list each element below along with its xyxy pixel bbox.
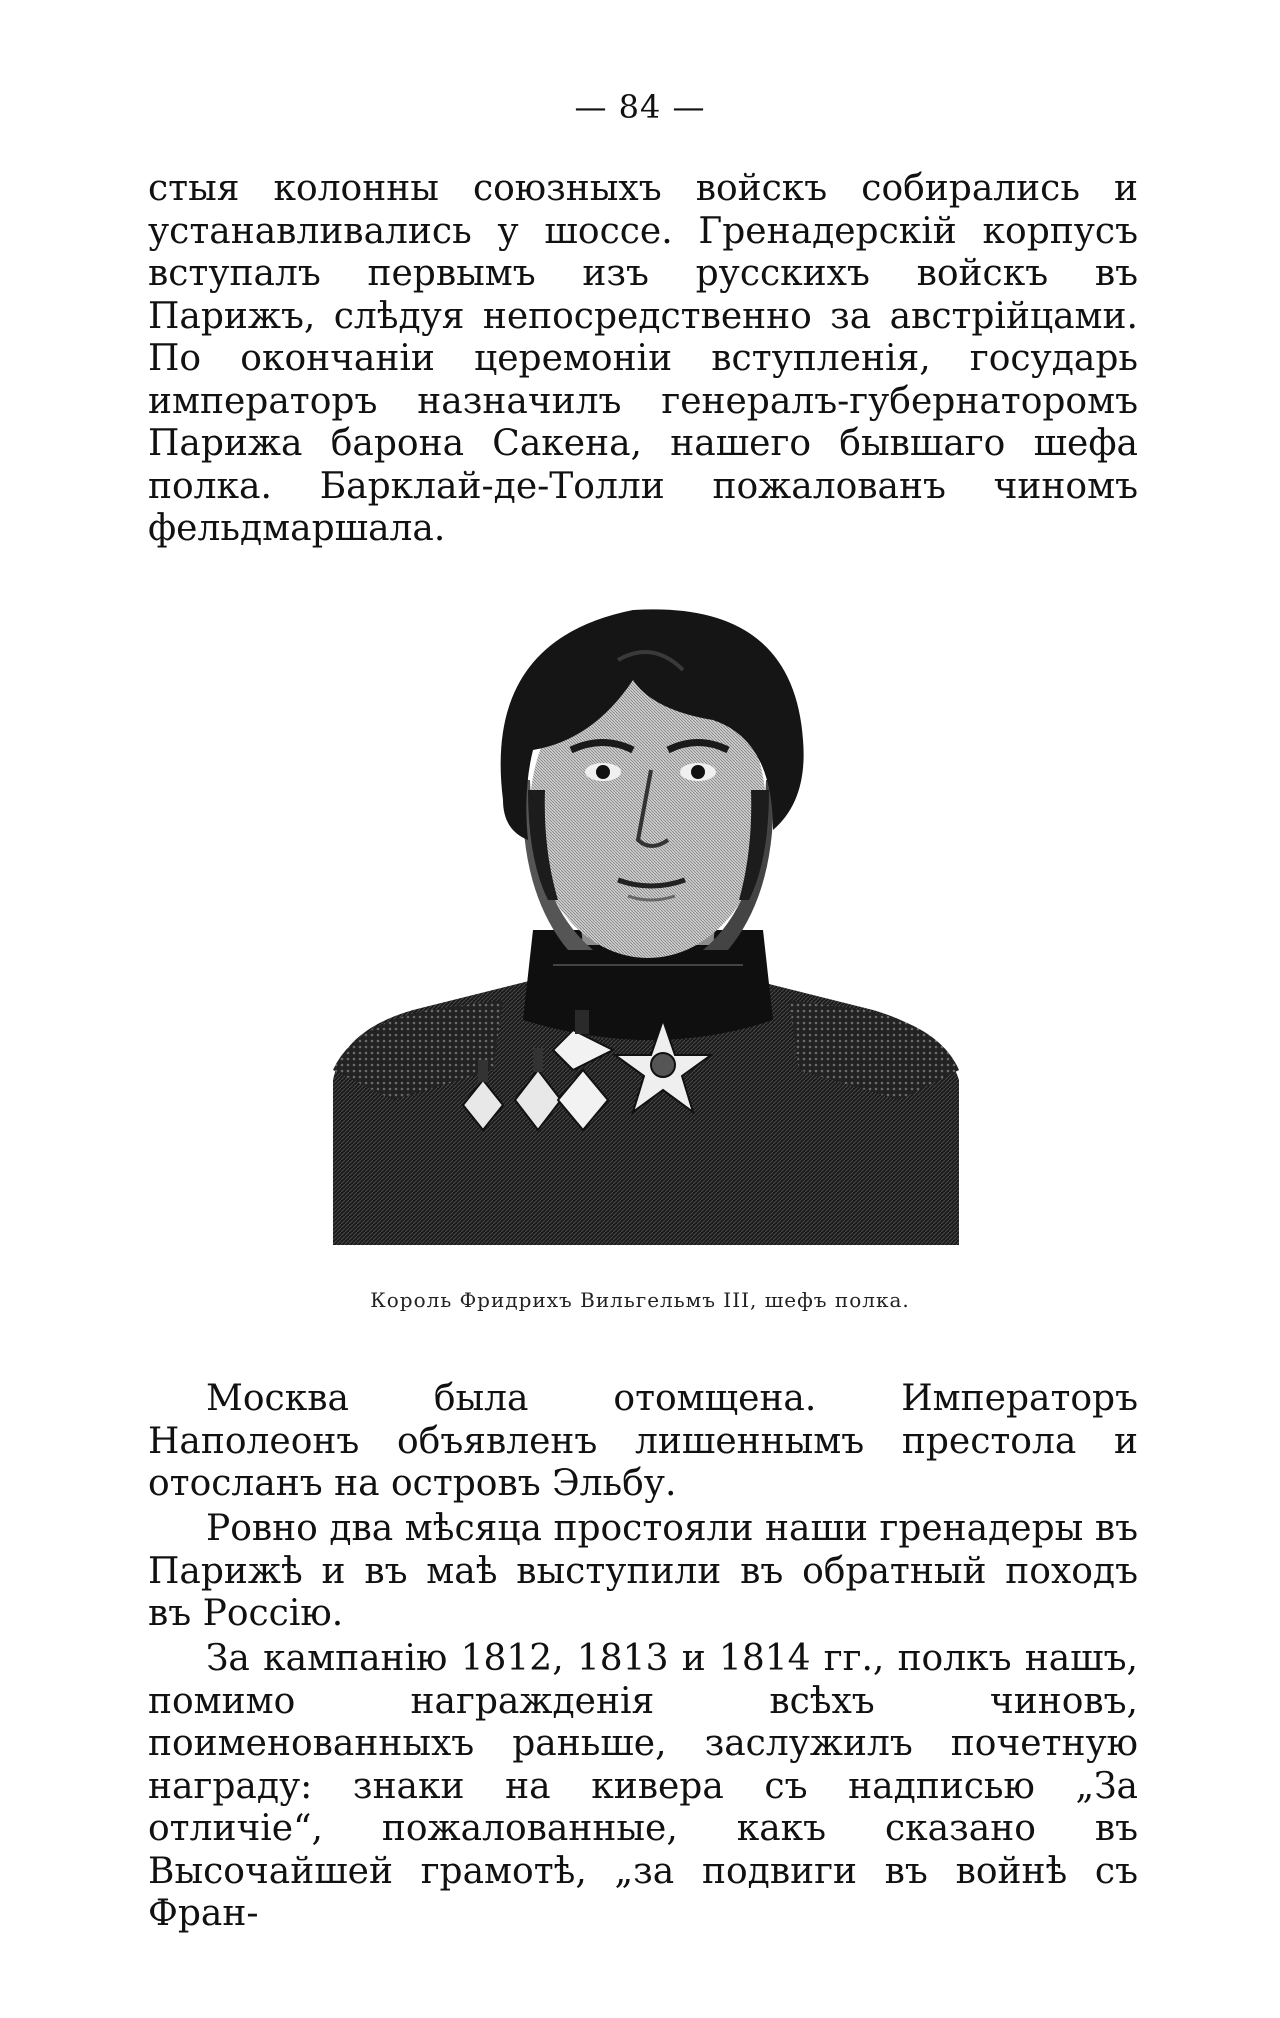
portrait-engraving (333, 600, 959, 1245)
paragraph-4: За кампанію 1812, 1813 и 1814 гг., полкъ нашъ, помимо награжденія всѣхъ чиновъ, поименованныхъ раньше, заслужилъ почетную награду: знаки на кивера съ надписью „За отличіе“, пожалованные, какъ сказано въ Высочайшей грамотѣ, „за подвиги въ войнѣ съ Фран- (148, 1638, 1138, 1934)
paragraph-3: Ровно два мѣсяца простояли наши гренадеры въ Парижѣ и въ маѣ выступили въ обратный походъ въ Россію. (148, 1508, 1138, 1634)
paragraph-1: стыя колонны союзныхъ войскъ собирались и устанавливались у шоссе. Гренадерскій корпусъ вступалъ первымъ изъ русскихъ войскъ въ Парижъ, слѣдуя непосредственно за австрійцами. По окончаніи церемоніи вступленія, государь императоръ назначилъ генералъ-губернаторомъ Парижа барона Сакена, нашего бывшаго шефа полка. Барклай-де-Толли пожалованъ чиномъ фельдмаршала. (148, 168, 1138, 549)
figure-caption: Король Фридрихъ Вильгельмъ III, шефъ полка. (370, 1288, 910, 1312)
paragraph-2: Москва была отомщена. Императоръ Наполеонъ объявленъ лишеннымъ престола и отосланъ на островъ Эльбу. (148, 1378, 1138, 1504)
portrait-illustration (333, 600, 959, 1245)
page-number: — 84 — (574, 88, 706, 126)
